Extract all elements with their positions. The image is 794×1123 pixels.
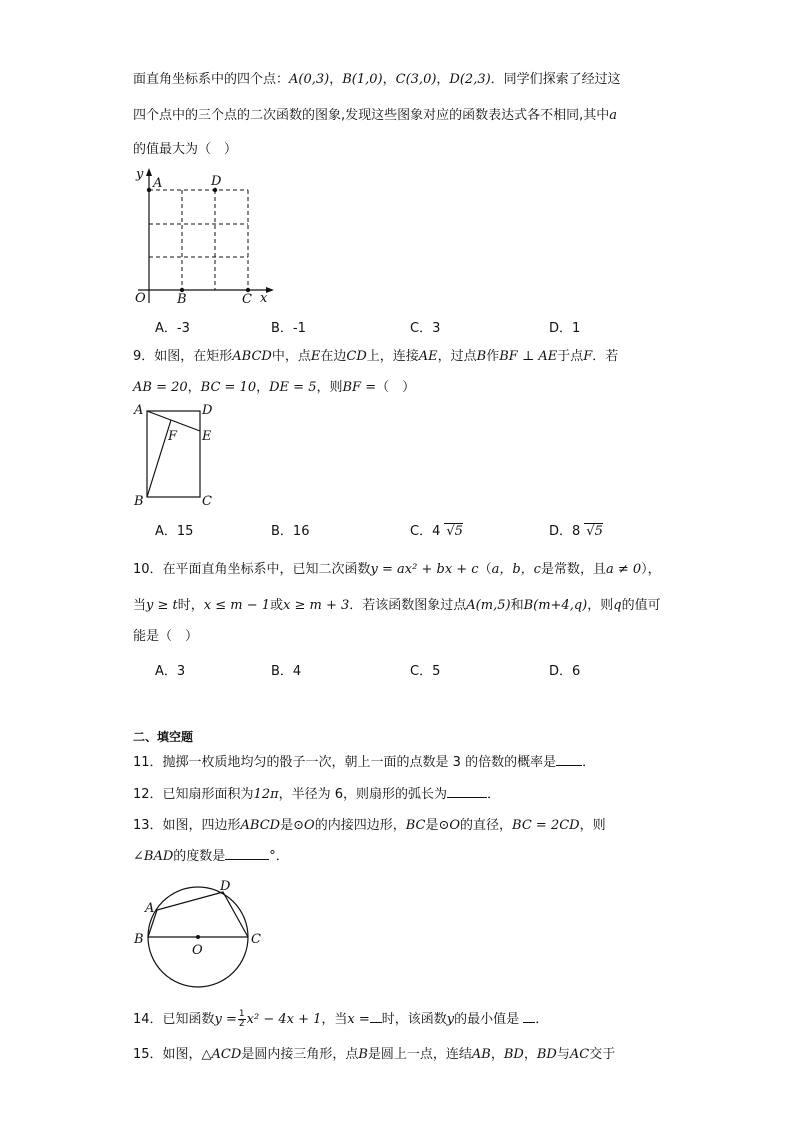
- question-text: 的值可: [621, 598, 661, 613]
- label-y: y: [136, 167, 144, 182]
- math-expr: 5: [594, 524, 603, 539]
- label-x: x: [260, 291, 268, 306]
- q10-line-2: [133, 596, 661, 616]
- q10-line-1: [133, 560, 661, 580]
- q9-line-1: [133, 347, 618, 367]
- q8-option-c[interactable]: C．3: [410, 321, 441, 336]
- question-text: ，则: [579, 818, 606, 833]
- answer-blank[interactable]: [523, 1009, 535, 1023]
- question-text: （: [478, 562, 492, 577]
- q10-option-d[interactable]: D．6: [549, 664, 581, 679]
- sqrt-icon: √5: [586, 524, 603, 539]
- label-c: C: [202, 494, 212, 509]
- label-a: A: [145, 901, 155, 916]
- math-expr: y =: [214, 1012, 237, 1027]
- question-text: °．: [269, 849, 289, 864]
- question-text: （ ）: [376, 380, 416, 395]
- math-expr: BF ⊥ AE: [499, 349, 558, 364]
- question-text: 时，: [177, 598, 204, 613]
- question-text: ，过点: [437, 349, 477, 364]
- question-text: 2: [238, 1019, 245, 1029]
- math-expr: a ≠ 0: [605, 562, 642, 577]
- math-expr: y = ax² + bx + c: [370, 562, 479, 577]
- label-o: O: [135, 291, 146, 306]
- dot-a: [147, 188, 151, 192]
- label-b: B: [134, 932, 144, 947]
- math-expr: x =: [347, 1012, 370, 1027]
- question-text: 作: [486, 349, 500, 364]
- q8-option-b[interactable]: B．-1: [271, 321, 306, 336]
- fraction-one-half: [238, 1010, 246, 1029]
- math-expr: △ACD: [201, 1047, 242, 1062]
- question-text: 和: [510, 598, 524, 613]
- q10-line-3: [133, 627, 198, 647]
- question-text: ），: [641, 562, 661, 577]
- question-text: 交于: [589, 1047, 616, 1062]
- q9-rectangle-figure: [130, 400, 220, 510]
- question-text: ，则: [587, 598, 614, 613]
- math-expr: ⊙O: [438, 818, 461, 833]
- math-expr: a，b，c: [491, 562, 541, 577]
- label-b: B: [177, 292, 187, 307]
- question-text: 的直径，: [460, 818, 513, 833]
- q9-option-b[interactable]: B．16: [271, 524, 310, 539]
- question-text: ，: [523, 1047, 537, 1062]
- math-expr: q: [613, 598, 622, 613]
- question-text: 10．在平面直角坐标系中，已知二次函数: [133, 562, 371, 577]
- math-expr: AE: [418, 349, 438, 364]
- section-heading: 二、填空题: [133, 730, 194, 744]
- q15: [133, 1045, 615, 1065]
- question-text: ，: [490, 1047, 504, 1062]
- question-text: 是圆上一点，连结: [367, 1047, 472, 1062]
- question-text: 13．如图，四边形: [133, 818, 241, 833]
- question-text: 是: [425, 818, 439, 833]
- math-expr: AC: [569, 1047, 590, 1062]
- question-text: 当: [133, 598, 147, 613]
- q10-option-b[interactable]: B．4: [271, 664, 302, 679]
- answer-blank[interactable]: [447, 784, 487, 798]
- question-text: 1: [238, 1009, 245, 1019]
- math-expr: x ≤ m − 1: [203, 598, 271, 613]
- math-expr: CD: [346, 349, 367, 364]
- math-expr: F: [583, 349, 593, 364]
- segment-ae: [147, 411, 200, 431]
- label-a: A: [134, 403, 144, 418]
- label-o: O: [192, 943, 203, 958]
- rect-abcd: [147, 411, 200, 497]
- label-f: F: [168, 429, 178, 444]
- math-expr: B: [476, 349, 487, 364]
- question-text: C．4: [410, 524, 441, 539]
- math-expr: AB = 20: [133, 380, 188, 395]
- q9-option-d[interactable]: [549, 520, 603, 539]
- question-text: 是圆内接三角形，点: [241, 1047, 359, 1062]
- label-c: C: [251, 932, 261, 947]
- question-text: 与: [556, 1047, 570, 1062]
- math-expr: 12π: [253, 787, 279, 802]
- q9-option-c[interactable]: [410, 520, 463, 539]
- question-text: ．: [487, 787, 501, 802]
- math-expr: x ≥ m + 3: [283, 598, 350, 613]
- math-expr: BC = 2CD: [512, 818, 580, 833]
- quad-abdc: [148, 892, 248, 937]
- question-text: 的度数是: [173, 849, 226, 864]
- q11: [133, 752, 595, 773]
- label-b: B: [134, 494, 144, 509]
- math-expr: B(m+4,q): [523, 598, 588, 613]
- question-text: ．若该函数图象过点: [349, 598, 467, 613]
- question-text: ．若: [592, 349, 619, 364]
- question-text: 是: [280, 818, 294, 833]
- answer-blank[interactable]: [370, 1009, 382, 1023]
- question-text: ．: [535, 1012, 549, 1027]
- math-expr: E: [310, 349, 321, 364]
- question-text: 于点: [557, 349, 584, 364]
- question-text: D．8: [549, 524, 581, 539]
- question-text: 时，该函数: [381, 1012, 447, 1027]
- label-d: D: [202, 403, 213, 418]
- q8-text: 四个点中的三个点的二次函数的图象,发现这些图象对应的函数表达式各不相同,其中: [133, 108, 610, 123]
- answer-blank[interactable]: [556, 752, 582, 766]
- question-text: 中，点: [271, 349, 311, 364]
- point-a: A(0,3): [289, 72, 330, 87]
- q8-line-2: [133, 106, 617, 126]
- question-text: 上，连接: [366, 349, 419, 364]
- math-expr: B: [358, 1047, 368, 1062]
- math-expr: y ≥ t: [146, 598, 178, 613]
- label-c: C: [242, 292, 252, 307]
- math-expr: ABCD: [232, 349, 272, 364]
- q8-option-d[interactable]: D．1: [549, 321, 581, 336]
- grid-lines: [149, 190, 248, 290]
- point-c: C(3,0): [395, 72, 437, 87]
- math-expr: x² − 4x + 1: [246, 1012, 322, 1027]
- math-expr: 5: [454, 524, 463, 539]
- q8-line-1: 面直角坐标系中的四个点：A(0,3)，B(1,0)，C(3,0)，D(2,3)．同学们探索了经过这: [133, 72, 621, 87]
- question-text: ，半径为 6，则扇形的弧长为: [278, 787, 448, 802]
- q14: [133, 1009, 548, 1030]
- label-d: D: [211, 174, 222, 189]
- question-text: 是常数，且: [540, 562, 606, 577]
- question-text: 11．抛掷一枚质地均匀的骰子一次，朝上一面的点数是 3 的倍数的概率是: [133, 755, 557, 770]
- q8-coordinate-figure: [128, 165, 278, 310]
- math-expr: BF =: [342, 380, 377, 395]
- question-text: 15．如图，: [133, 1047, 202, 1062]
- question-text: ．: [582, 755, 596, 770]
- point-d: D(2,3): [449, 72, 491, 87]
- math-expr: BD: [503, 1047, 524, 1062]
- math-expr: BD: [536, 1047, 557, 1062]
- q8-option-a[interactable]: A．-3: [155, 321, 190, 336]
- q13-circle-figure: [130, 872, 270, 992]
- math-expr: BC = 10: [200, 380, 257, 395]
- q8-var-a: a: [609, 108, 618, 123]
- label-a: A: [153, 176, 163, 191]
- math-expr: AB: [471, 1047, 491, 1062]
- q12: [133, 784, 500, 805]
- q13-line-2: [133, 846, 289, 867]
- question-text: 的内接四边形，: [314, 818, 406, 833]
- q8-text: ．同学们探索了经过这: [490, 72, 621, 87]
- q8-text: 面直角坐标系中的四个点：: [133, 72, 290, 87]
- math-expr: ABCD: [240, 818, 281, 833]
- center-dot: [196, 935, 200, 939]
- q10-option-c[interactable]: C．5: [410, 664, 441, 679]
- math-expr: ∠BAD: [133, 849, 174, 864]
- question-text: 在边: [320, 349, 347, 364]
- math-expr: A(m,5): [466, 598, 511, 613]
- label-e: E: [202, 429, 212, 444]
- q9-line-2: AB = 20，BC = 10，DE = 5，则BF =（ ）: [133, 380, 416, 395]
- question-text: 或: [270, 598, 284, 613]
- q8-line-3: [133, 140, 237, 160]
- question-text: 12．已知扇形面积为: [133, 787, 254, 802]
- label-d: D: [220, 879, 231, 894]
- q10-option-a[interactable]: A．3: [155, 664, 186, 679]
- math-expr: y: [446, 1012, 455, 1027]
- question-text: 14．已知函数: [133, 1012, 215, 1027]
- q9-option-a[interactable]: A．15: [155, 524, 194, 539]
- question-text: ，则: [316, 380, 343, 395]
- question-text: 9．如图，在矩形: [133, 349, 233, 364]
- math-expr: BC: [405, 818, 426, 833]
- q13-line-1: [133, 816, 606, 836]
- y-axis-arrow-icon: [146, 168, 152, 176]
- answer-blank[interactable]: [225, 846, 269, 860]
- question-text: 的最小值是: [454, 1012, 520, 1027]
- math-expr: DE = 5: [269, 380, 317, 395]
- question-text: 能是（ ）: [133, 629, 199, 644]
- sqrt-icon: √5: [446, 524, 463, 539]
- question-text: ，当: [321, 1012, 348, 1027]
- math-expr: ⊙O: [293, 818, 315, 833]
- q8-text: 的值最大为（ ）: [133, 142, 238, 157]
- point-b: B(1,0): [342, 72, 383, 87]
